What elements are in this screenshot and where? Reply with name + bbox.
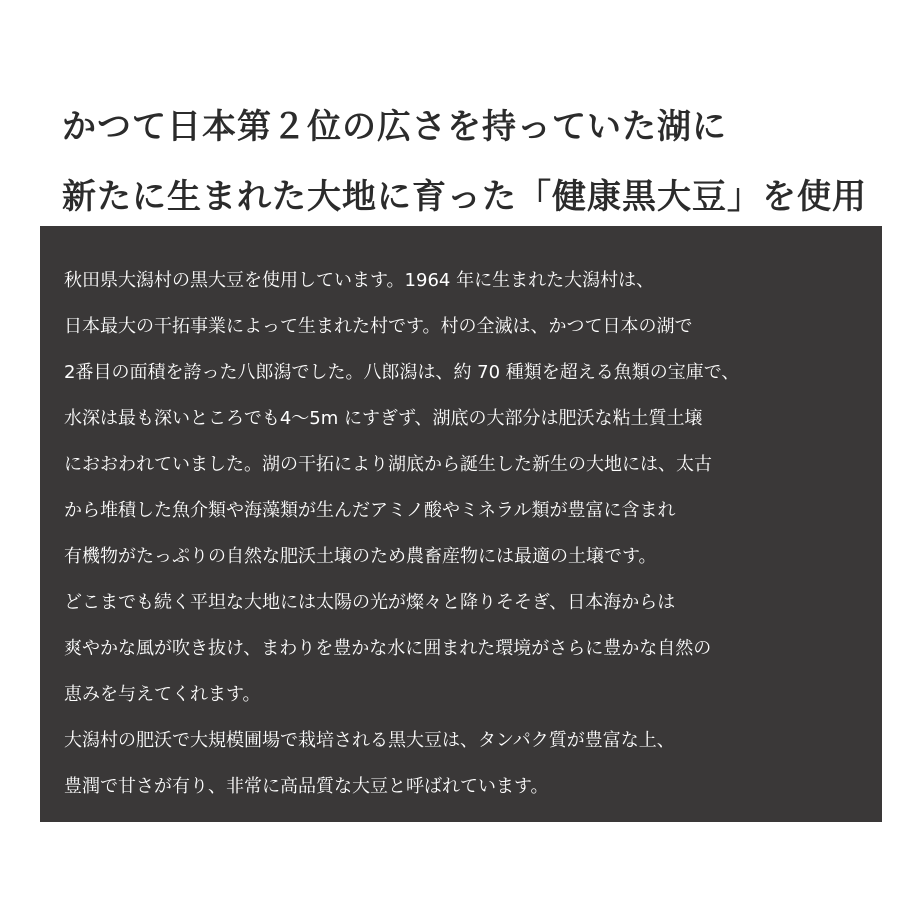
headline xyxy=(62,92,892,232)
description-line-2: 日本最大の干拓事業によって生まれた村です。村の全滅は、かつて日本の湖で xyxy=(64,316,693,337)
description-line-12: 豊潤で甘さが有り、非常に高品質な大豆と呼ばれています。 xyxy=(64,776,549,797)
description-line-11: 大潟村の肥沃で大規模圃場で栽培される黒大豆は、タンパク質が豊富な上、 xyxy=(64,730,675,751)
description-line-4: 水深は最も深いところでも4～5m にすぎず、湖底の大部分は肥沃な粘土質土壌 xyxy=(64,408,703,429)
headline-line-2: 新たに生まれた大地に育った「健康黒大豆」を使用 xyxy=(62,177,867,217)
headline-line-1: かつて日本第２位の広さを持っていた湖に xyxy=(62,107,727,147)
description-line-8: どこまでも続く平坦な大地には太陽の光が燦々と降りそそぎ、日本海からは xyxy=(64,592,676,613)
description-line-7: 有機物がたっぷりの自然な肥沃土壌のため農畜産物には最適の土壌です。 xyxy=(64,546,657,567)
description-line-1: 秋田県大潟村の黒大豆を使用しています。1964 年に生まれた大潟村は、 xyxy=(64,270,655,291)
description-line-10: 恵みを与えてくれます。 xyxy=(64,684,261,705)
description-line-6: から堆積した魚介類や海藻類が生んだアミノ酸やミネラル類が豊富に含まれ xyxy=(64,500,676,521)
description-line-9: 爽やかな風が吹き抜け、まわりを豊かな水に囲まれた環境がさらに豊かな自然の xyxy=(64,638,712,659)
description-line-5: におおわれていました。湖の干拓により湖底から誕生した新生の大地には、太古 xyxy=(64,454,712,475)
description-text xyxy=(64,258,882,810)
description-panel xyxy=(40,226,882,822)
description-line-3: 2番目の面積を誇った八郎潟でした。八郎潟は、約 70 種類を超える魚類の宝庫で、 xyxy=(64,362,740,383)
